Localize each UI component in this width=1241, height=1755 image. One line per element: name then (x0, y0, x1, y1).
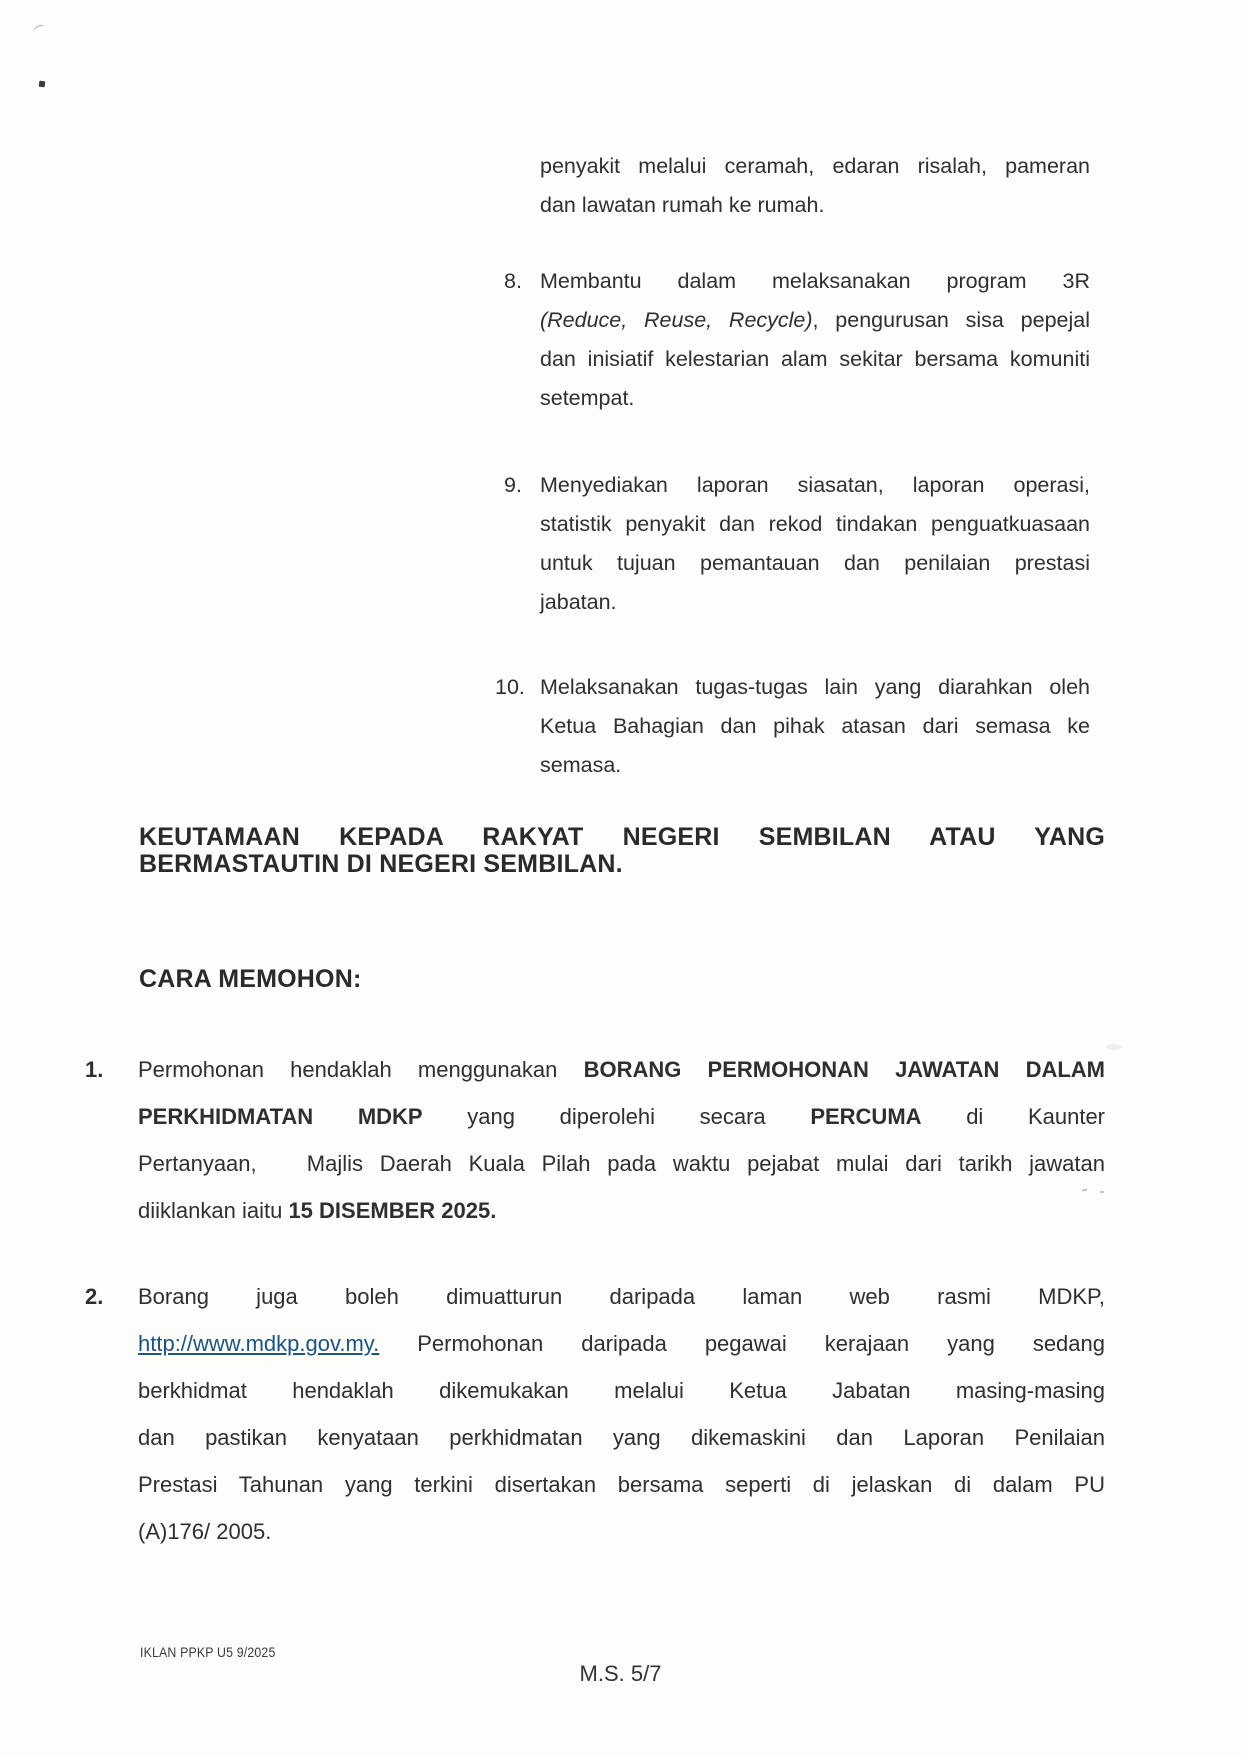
how-to-apply-heading (139, 966, 1105, 993)
paragraph-number: 2. (85, 1284, 104, 1309)
mdkp-website-link[interactable]: http://www.mdkp.gov.my. (138, 1331, 380, 1356)
text-line: Pertanyaan, Majlis Daerah Kuala Pilah pada waktu pejabat mulai dari tarikh jawatan (138, 1151, 1105, 1176)
task-item-7-continuation (540, 147, 1090, 225)
task-item-8 (504, 262, 1090, 418)
text-segment: Permohonan hendaklah menggunakan (138, 1057, 584, 1082)
task-item-9 (504, 466, 1090, 622)
text-line (138, 1320, 1105, 1367)
text-line: penyakit melalui ceramah, edaran risalah, pameran (540, 154, 1090, 178)
bold-text: BORANG PERMOHONAN JAWATAN DALAM (583, 1057, 1105, 1082)
text-segment: yang diperolehi secara (422, 1104, 811, 1129)
apply-paragraph-1 (85, 1046, 1106, 1234)
list-number: 8. (504, 269, 522, 293)
text-line: Ketua Bahagian dan pihak atasan dari semasa ke (540, 714, 1090, 738)
bold-text: PERKHIDMATAN MDKP (138, 1104, 423, 1129)
text-segment: di Kaunter (921, 1104, 1106, 1129)
text-segment: Permohonan daripada pegawai kerajaan yang sedang (379, 1331, 1105, 1356)
text-line (540, 301, 1090, 340)
text-line (138, 1093, 1105, 1140)
scan-artifact-squiggle (32, 23, 47, 37)
task-item-10 (495, 668, 1090, 785)
page-number: M.S. 5/7 (579, 1661, 662, 1686)
text-line: statistik penyakit dan rekod tindakan penguatkuasaan (540, 512, 1090, 536)
scan-artifact-dot (39, 81, 46, 88)
text-line: Prestasi Tahunan yang terkini disertakan bersama seperti di jelaskan di dalam PU (138, 1472, 1105, 1497)
heading-line: BERMASTAUTIN DI NEGERI SEMBILAN. (139, 850, 623, 878)
apply-paragraph-2 (85, 1273, 1105, 1555)
text-segment: , pengurusan sisa pepejal (812, 308, 1090, 332)
italic-text: (Reduce, Reuse, Recycle) (540, 308, 813, 332)
text-line: dan inisiatif kelestarian alam sekitar bersama komuniti (540, 347, 1090, 371)
text-line: jabatan. (540, 590, 617, 614)
text-line: Borang juga boleh dimuatturun daripada laman web rasmi MDKP, (138, 1284, 1105, 1309)
text-line: dan pastikan kenyataan perkhidmatan yang dikemaskini dan Laporan Penilaian (138, 1425, 1105, 1450)
text-line (138, 1187, 1105, 1234)
text-segment: diiklankan iaitu (138, 1198, 289, 1223)
paragraph-number: 1. (85, 1057, 104, 1082)
bold-text: PERCUMA (810, 1104, 922, 1129)
closing-date: 15 DISEMBER 2025. (288, 1198, 497, 1223)
list-number: 9. (504, 473, 522, 497)
list-number: 10. (495, 675, 525, 699)
text-line: semasa. (540, 753, 622, 777)
text-line: berkhidmat hendaklah dikemukakan melalui Ketua Jabatan masing-masing (138, 1378, 1105, 1403)
text-line: (A)176/ 2005. (138, 1519, 272, 1544)
text-line: Menyediakan laporan siasatan, laporan operasi, (540, 473, 1090, 497)
text-line: Melaksanakan tugas-tugas lain yang diarahkan oleh (540, 675, 1090, 699)
advert-reference: IKLAN PPKP U5 9/2025 (140, 1644, 276, 1660)
heading-line: CARA MEMOHON: (139, 965, 362, 993)
heading-line: KEUTAMAAN KEPADA RAKYAT NEGERI SEMBILAN ATAU YANG (139, 823, 1105, 851)
scan-artifact-smudge (1106, 1044, 1122, 1050)
text-line: setempat. (540, 386, 635, 410)
text-line: dan lawatan rumah ke rumah. (540, 193, 825, 217)
text-line (138, 1046, 1105, 1093)
text-line: untuk tujuan pemantauan dan penilaian prestasi (540, 551, 1090, 575)
priority-heading (139, 824, 1105, 878)
text-line: Membantu dalam melaksanakan program 3R (540, 269, 1090, 293)
